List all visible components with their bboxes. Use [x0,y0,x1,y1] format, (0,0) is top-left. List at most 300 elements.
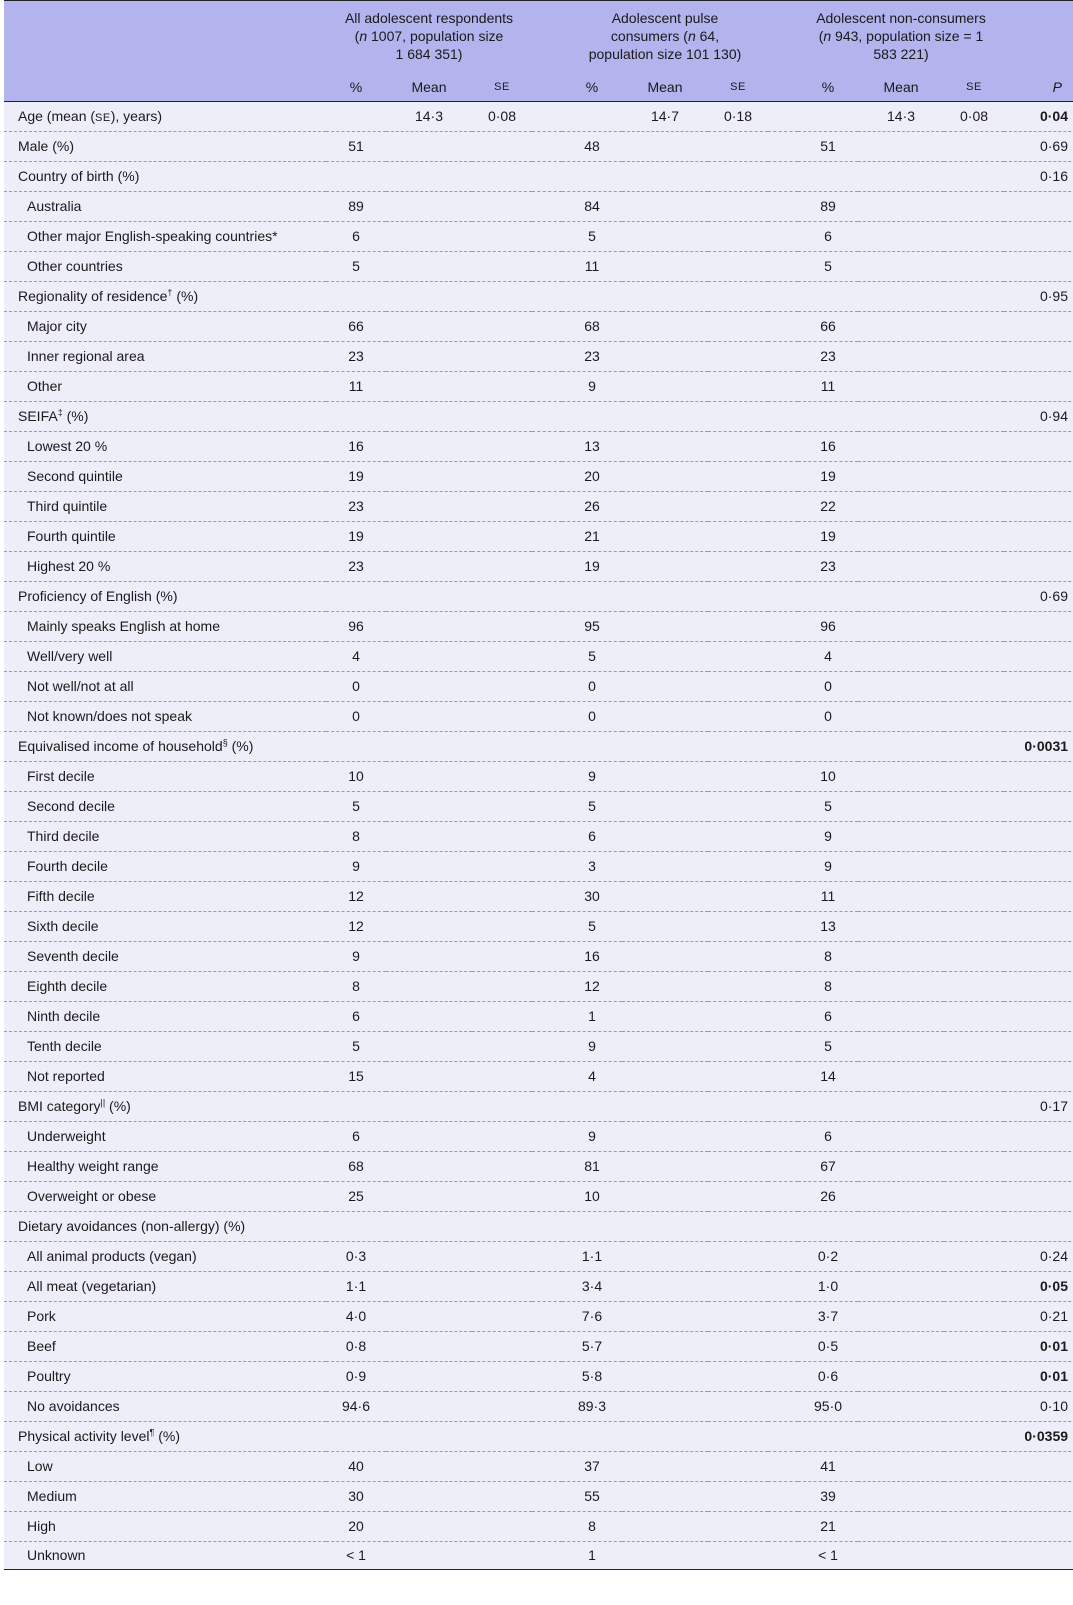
row-label-text: Male (%) [18,138,75,154]
cell-gap [532,191,562,221]
cell-p-value: 0·94 [1039,408,1069,424]
cell-b-pct: 9 [588,768,596,784]
col-header-se [708,71,768,102]
cell-b-pct [562,1211,622,1241]
group-header-all-line2 [330,27,528,45]
col-header-mean: Mean [622,71,708,102]
cell-b-pct [562,1091,622,1121]
cell-b-se [708,341,768,371]
cell-a-pct [326,161,386,191]
table-row [4,881,1073,911]
cell-a-mean [386,1451,472,1481]
header-blank [1004,1,1073,71]
cell-gap [532,251,562,281]
cell-b-mean [622,941,708,971]
row-label [4,281,326,311]
cell-gap [768,1421,798,1451]
cell-p-value [1004,521,1073,551]
table-row [4,1421,1073,1451]
group-header-all [326,1,532,71]
row-label-text: Medium [27,1488,77,1504]
row-sublabel [4,1121,326,1151]
table-row [4,1241,1073,1271]
cell-a-se [472,1361,532,1391]
cell-gap [532,821,562,851]
table-row [4,1061,1073,1091]
cell-gap [532,1451,562,1481]
cell-gap [768,221,798,251]
row-label-text: Low [27,1458,53,1474]
cell-b-se [708,1331,768,1361]
row-label [4,731,326,761]
cell-b-pct: 10 [584,1188,600,1204]
cell-b-mean [622,401,708,431]
table-container [4,0,1069,1570]
cell-b-se [708,611,768,641]
row-label-text: Poultry [27,1368,71,1384]
row-sublabel [4,1481,326,1511]
cell-gap [768,1451,798,1481]
cell-gap [532,1091,562,1121]
cell-gap [768,1331,798,1361]
row-sublabel [4,371,326,401]
cell-p-value [1004,491,1073,521]
cell-c-se [944,1271,1004,1301]
cell-b-se [708,371,768,401]
group-header-consumers-n: n [687,28,696,44]
header-gap [768,1,798,71]
row-label-suffix: (%) [154,1428,181,1444]
cell-b-pct: 0 [588,708,596,724]
cell-b-mean [622,1211,708,1241]
cell-p-value: 0·01 [1039,1368,1069,1384]
cell-c-mean [858,551,944,581]
cell-gap [768,1121,798,1151]
cell-gap [532,161,562,191]
cell-b-se [708,311,768,341]
row-sublabel [4,791,326,821]
cell-b-se [708,1391,768,1421]
cell-gap [532,311,562,341]
cell-p-value [1004,311,1073,341]
cell-b-se [708,191,768,221]
cell-gap [532,221,562,251]
cell-gap [532,1061,562,1091]
cell-b-mean [622,221,708,251]
cell-c-se [944,911,1004,941]
row-label-text: BMI category [18,1098,101,1114]
cell-c-mean [858,1241,944,1271]
cell-c-se [944,701,1004,731]
cell-a-pct: 11 [348,378,364,394]
cell-b-pct: 0 [588,678,596,694]
row-label-text: Ninth decile [27,1008,101,1024]
cell-gap [532,971,562,1001]
table-row [4,221,1073,251]
cell-a-mean [386,1061,472,1091]
cell-c-mean [858,281,944,311]
cell-a-mean [386,1511,472,1541]
cell-b-se [708,1241,768,1271]
cell-b-pct: 12 [584,978,600,994]
cell-b-pct: 23 [584,348,600,364]
row-label-text: Healthy weight range [27,1158,159,1174]
row-label-footnote-mark: § [222,737,228,748]
cell-c-pct: 96 [820,618,836,634]
cell-gap [768,461,798,491]
cell-c-se [944,1421,1004,1451]
cell-b-mean [622,431,708,461]
cell-a-mean [386,1331,472,1361]
cell-c-mean [858,131,944,161]
cell-b-se [708,1271,768,1301]
cell-a-se [472,1301,532,1331]
row-label [4,581,326,611]
cell-c-mean [858,1031,944,1061]
cell-c-mean [858,1421,944,1451]
table-row [4,1181,1073,1211]
cell-c-se [944,881,1004,911]
cell-p-value [1004,1211,1073,1241]
cell-b-mean [622,1541,708,1569]
cell-c-pct: 11 [820,378,836,394]
cell-a-se [472,701,532,731]
cell-c-se [944,221,1004,251]
cell-b-mean [622,851,708,881]
cell-b-pct: 5 [588,648,596,664]
table-row [4,401,1073,431]
row-sublabel [4,1271,326,1301]
cell-b-pct: 55 [584,1488,600,1504]
row-label-suffix: (%) [172,288,199,304]
cell-a-se [472,581,532,611]
col-header-p: P [1052,78,1063,95]
cell-gap [768,491,798,521]
subheader-blank [4,71,326,102]
cell-a-pct: 9 [352,858,360,874]
row-sublabel [4,1511,326,1541]
cell-c-pct: 23 [820,558,836,574]
cell-b-pct: 1 [588,1008,596,1024]
cell-b-se [708,551,768,581]
cell-c-pct: 3·7 [817,1308,839,1324]
cell-a-pct: 0 [352,708,360,724]
cell-p-value [1004,671,1073,701]
cell-c-se [944,941,1004,971]
cell-p-value [1004,881,1073,911]
col-header-se-text: SE [730,80,746,93]
row-label-text: Other major English-speaking countries* [27,228,278,244]
row-sublabel [4,761,326,791]
table-row [4,941,1073,971]
cell-a-pct: 9 [352,948,360,964]
group-header-nonconsumers-prefix: ( [818,28,824,44]
cell-b-pct: 5·8 [581,1368,603,1384]
cell-c-se [944,1001,1004,1031]
cell-gap [768,551,798,581]
cell-a-mean [386,1001,472,1031]
row-sublabel [4,1451,326,1481]
cell-b-pct [562,731,622,761]
cell-a-pct: 68 [348,1158,364,1174]
cell-a-pct: 89 [348,198,364,214]
cell-gap [768,911,798,941]
cell-b-se [708,1511,768,1541]
table-row [4,341,1073,371]
cell-p-value: 0·0031 [1024,738,1069,754]
header-gap [532,1,562,71]
cell-a-se [472,1271,532,1301]
cell-c-mean [858,311,944,341]
cell-c-se [944,611,1004,641]
cell-gap [768,581,798,611]
cell-a-se [472,731,532,761]
cell-gap [532,1001,562,1031]
cell-c-se [944,161,1004,191]
table-row [4,1451,1073,1481]
cell-a-pct: 1·1 [345,1278,367,1294]
cell-c-se [944,1241,1004,1271]
table-row [4,1151,1073,1181]
row-sublabel [4,1541,326,1569]
cell-c-mean [858,191,944,221]
row-sublabel [4,641,326,671]
cell-c-se [944,1091,1004,1121]
cell-a-pct: 94·6 [341,1398,371,1414]
row-label [4,161,326,191]
cell-c-pct: 67 [820,1158,836,1174]
cell-p-value: 0·24 [1039,1248,1069,1264]
cell-b-se [708,761,768,791]
cell-b-se [708,401,768,431]
group-header-consumers [562,1,768,71]
cell-b-pct: 30 [584,888,600,904]
cell-b-se [708,1151,768,1181]
cell-gap [768,1001,798,1031]
cell-c-se [944,641,1004,671]
cell-p-value: 0·69 [1039,588,1069,604]
row-label-text: Age (mean ( [18,108,96,124]
cell-a-pct [326,101,386,131]
cell-a-mean [386,1211,472,1241]
cell-gap [532,431,562,461]
cell-b-mean [622,671,708,701]
cell-b-se [708,1421,768,1451]
cell-gap [532,581,562,611]
cell-gap [532,851,562,881]
cell-gap [768,1061,798,1091]
cell-a-mean [386,1541,472,1569]
table-row [4,311,1073,341]
group-header-nonconsumers-line3: 583 221) [873,46,929,62]
row-label-text: Fourth decile [27,858,108,874]
row-label-text: Pork [27,1308,56,1324]
group-header-consumers-line3: population size 101 130) [588,46,742,62]
cell-c-pct: 51 [820,138,836,154]
cell-b-pct: 84 [584,198,600,214]
cell-b-se: 0·18 [723,108,753,124]
cell-c-se [944,131,1004,161]
cell-c-pct: 39 [820,1488,836,1504]
cell-gap [532,611,562,641]
cell-p-value: 0·17 [1039,1098,1069,1114]
table-row [4,1541,1073,1569]
row-sublabel [4,911,326,941]
cell-c-se [944,1121,1004,1151]
row-sublabel [4,1151,326,1181]
row-label-text: Unknown [27,1547,86,1563]
cell-a-pct [326,1421,386,1451]
cell-a-se [472,1151,532,1181]
cell-c-pct: 95·0 [814,1398,843,1414]
cell-gap [532,761,562,791]
cell-gap [532,1301,562,1331]
cell-gap [532,1241,562,1271]
cell-a-pct: 0 [352,678,360,694]
table-row [4,641,1073,671]
cell-a-se [472,221,532,251]
cell-gap [532,1511,562,1541]
cell-a-mean [386,1091,472,1121]
cell-b-se [708,131,768,161]
cell-gap [768,1361,798,1391]
cell-gap [532,101,562,131]
cell-a-se [472,641,532,671]
cell-c-pct: 6 [824,228,832,244]
cell-c-pct: 0 [824,678,832,694]
cell-b-mean [622,1391,708,1421]
cell-p-value [1004,1481,1073,1511]
cell-b-se [708,971,768,1001]
cell-a-pct: 6 [352,1008,360,1024]
cell-b-pct: 5 [588,918,596,934]
cell-b-se [708,1181,768,1211]
cell-c-mean [858,521,944,551]
cell-c-pct: 5 [824,798,832,814]
cell-gap [768,641,798,671]
cell-b-pct: 3 [588,858,596,874]
cell-c-se [944,1481,1004,1511]
cell-a-mean [386,731,472,761]
cell-b-mean [622,1001,708,1031]
cell-c-se [944,1331,1004,1361]
cell-b-mean [622,1511,708,1541]
row-label-text: Second quintile [27,468,123,484]
cell-p-value [1004,701,1073,731]
cell-c-mean [858,761,944,791]
cell-gap [532,1181,562,1211]
cell-p-value [1004,1511,1073,1541]
row-label-text: Not known/does not speak [27,708,192,724]
cell-c-pct: 26 [820,1188,836,1204]
cell-b-se [708,941,768,971]
cell-gap [532,491,562,521]
cell-c-se [944,281,1004,311]
cell-c-mean [858,1511,944,1541]
cell-b-pct: 26 [584,498,600,514]
group-header-all-prefix: ( [354,28,360,44]
cell-c-se [944,1361,1004,1391]
cell-a-mean [386,521,472,551]
cell-c-pct: 23 [820,348,836,364]
table-row [4,731,1073,761]
cell-b-se [708,641,768,671]
table-row [4,1091,1073,1121]
cell-a-se [472,461,532,491]
cell-c-se [944,191,1004,221]
row-label-suffix: (%) [105,1098,131,1114]
cell-a-mean [386,581,472,611]
cell-c-pct: 8 [824,948,832,964]
cell-c-pct: 9 [824,828,832,844]
cell-c-pct: 0·2 [817,1248,839,1264]
cell-a-pct: 10 [348,768,364,784]
cell-gap [532,1271,562,1301]
group-header-consumers-line1: Adolescent pulse [611,10,719,26]
table-row [4,1361,1073,1391]
cell-b-se [708,701,768,731]
cell-b-pct: 11 [584,258,600,274]
cell-p-value [1004,1061,1073,1091]
cell-a-mean [386,1121,472,1151]
row-sublabel [4,311,326,341]
cell-c-mean [858,851,944,881]
cell-c-se [944,491,1004,521]
cell-gap [768,611,798,641]
cell-p-value [1004,1181,1073,1211]
cell-a-se [472,791,532,821]
cell-b-mean [622,611,708,641]
cell-b-mean [622,1451,708,1481]
cell-p-value [1004,1151,1073,1181]
row-label-text: Physical activity level [18,1428,150,1444]
cell-a-mean [386,851,472,881]
row-sublabel [4,851,326,881]
cell-c-mean [858,461,944,491]
cell-a-se [472,311,532,341]
table-row [4,251,1073,281]
cell-c-mean [858,221,944,251]
cell-gap [768,1271,798,1301]
cell-b-pct: 7·6 [581,1308,603,1324]
cell-gap [532,371,562,401]
cell-a-se [472,761,532,791]
cell-gap [532,731,562,761]
cell-b-pct: 1·1 [581,1248,603,1264]
table-row [4,701,1073,731]
cell-a-pct: 40 [348,1458,364,1474]
cell-p-value: 0·0359 [1024,1428,1069,1444]
cell-p-value [1004,251,1073,281]
row-label-se: SE [95,112,111,124]
cell-c-pct: 13 [820,918,836,934]
cell-gap [532,551,562,581]
group-header-all-n: n [359,28,368,44]
cell-b-mean [622,371,708,401]
cell-a-pct: 19 [348,528,364,544]
row-label-text: Second decile [27,798,115,814]
cell-a-se [472,1211,532,1241]
cell-b-se [708,881,768,911]
row-sublabel [4,251,326,281]
cell-b-mean [622,251,708,281]
cell-c-pct: 16 [820,438,836,454]
table-row [4,521,1073,551]
cell-c-pct: 0·5 [817,1338,839,1354]
cell-c-mean [858,161,944,191]
cell-a-pct: 5 [352,798,360,814]
cell-c-se [944,401,1004,431]
